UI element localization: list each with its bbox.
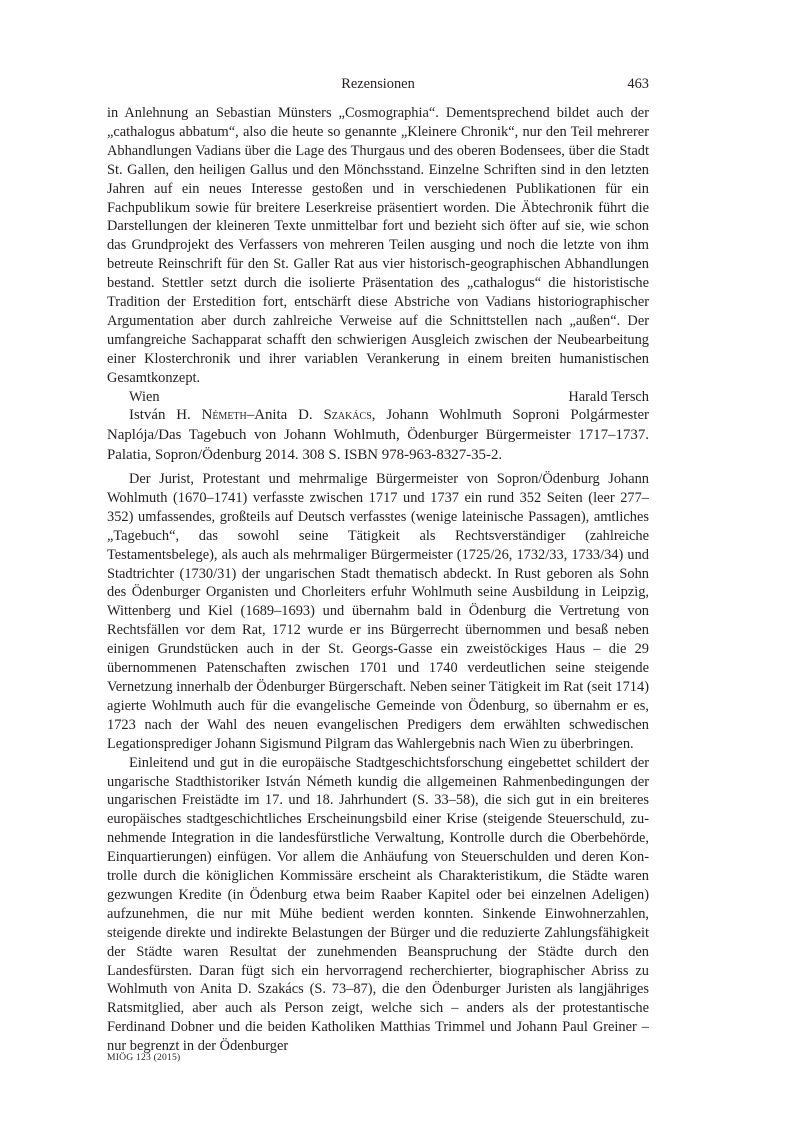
running-head [107,76,649,96]
review-1 [107,104,649,407]
running-title: Rezensionen [341,76,415,92]
signature-reviewer: Harald Tersch [568,388,649,405]
author-1-surname: Németh [201,407,247,423]
book-title-and-publication: , Johann Wohlmuth Soproni Polgármester Naplója/Das Tagebuch von Johann Wohlmuth, Ödenburger Bürgermeister 1717–1737. Palatia, Sopron/Ödenburg 2014. 308 S. ISBN 978-963-8327-35-2. [107,407,650,464]
review-2-paragraph-2: Einleitend und gut in die europäische Stadtgeschichtsforschung eingebettet schildert der ungarische Stadthistoriker István Németh kundig die allgemeinen Rahmenbedingungen der ungarischen Freistädte im 17. und 18. Jahrhundert (S. 33–58), die sich gut in ein breiteres europäisches stadtgeschichtliches Erscheinungsbild einer Krise (steigende Steuerschuld, zunehmende Integration in die landesfürstliche Verwaltung, Kontrolle durch die Oberbehörde, Einquartierungen) einfügen. Vor allem die Anhäufung von Steuerschulden und deren Kontrolle durch die königlichen Kommissäre erscheint als Charakteristikum, die Städte waren gezwungen Kredite (in Ödenburg etwa beim Raaber Kapitel oder bei einzelnen Adeligen) aufzunehmen, die nur mit Mühe bedient werden konnten. Sinkende Einwohnerzahlen, steigende direkte und indirekte Belastungen der Bürger und die reduzierte Zahlungsfähigkeit der Städte waren Resultat der zunehmenden Beanspruchung der Städte durch den Landesfürsten. Daran fügt sich ein hervorragend recherchierter, biographischer Abriss zu Wohlmuth von Anita D. Szakács (S. 73–87), die den Ödenburger Juristen als langjähriges Ratsmitglied, aber auch als Person zeigt, welche sich – anders als der protestantische Ferdinand Dobner und die beiden Katholiken Matthias Trimmel und Johann Paul Greiner – nur begrenzt in der Ödenburger [107,754,649,1055]
review-1-signature [107,388,649,407]
review-1-paragraph: in Anlehnung an Sebastian Münsters „Cosmographia“. Dementsprechend bildet auch der „cathalogus abbatum“, also die heute so genannte „Kleinere Chronik“, nur den Teil mehrerer Abhandlungen Vadians über die Lage des Thurgaus und des oberen Bodensees, über die Stadt St. Gallen, den heiligen Gallus und den Mönchsstand. Einzelne Schriften sind in den letzten Jahren auf ein neues Interesse gestoßen und in verschiedenen Publikationen für ein Fachpublikum sowie für breitere Leserkreise präsentiert worden. Die Äbtechronik führt die Darstellungen der kleineren Texte unmittelbar fort und bezieht sich öfter auf sie, wie schon das Grundprojekt des Verfassers von mehreren Teilen ausging und noch die letzte von ihm betreute Reinschrift für den St. Galler Rat aus vier historisch-geographischen Abhandlungen bestand. Stettler setzt durch die isolierte Präsentation des „cathalogus“ die historistische Tradition der Erstedition fort, entschärft diese Abstriche von Vadians historiographischer Argumentation aber durch zahlreiche Verweise auf die Schnittstellen nach „außen“. Der umfangreiche Sachapparat schafft den schwierigen Ausgleich zwischen der Neubearbeitung einer Klosterchronik und ihrer variablen Verankerung in einem breiten humanistischen Gesamtkonzept. [107,105,649,386]
signature-place: Wien [129,388,160,405]
journal-footer: MIÖG 123 (2015) [107,1052,181,1063]
review-2-paragraph-1: Der Jurist, Protestant und mehrmalige Bürgermeister von Sopron/Ödenburg Johann Wohlmuth (1670–1741) verfasste zwischen 1717 und 1737 ein rund 352 Seiten (leer 277–352) umfassendes, großteils auf Deutsch verfasstes (wenige lateinische Passagen), amtliches „Tagebuch“, das sowohl seine Tätigkeit als Rechtsverständiger (zahlreiche Testamentsbelege), als auch als mehrmaliger Bürgermeister (1725/26, 1732/33, 1733/34) und Stadtrichter (1730/31) der ungarischen Stadt thematisch abdeckt. In Rust geboren als Sohn des Ödenburger Organisten und Chorleiters erfuhr Wohlmuth seine Ausbildung in Leipzig, Wittenberg und Kiel (1689–1693) und übernahm bald in Ödenburg die Vertretung von Rechtsfällen vor dem Rat, 1712 wurde er ins Bürgerrecht übernommen und besaß neben einigen Grundstücken auch in der St. Georgs-Gasse ein zweistöckiges Haus – die 29 übernommenen Patenschaften zwischen 1701 und 1740 verdeutlichen seine steigende Vernetzung innerhalb der Ödenburger Bürgerschaft. Neben seiner Tätigkeit im Rat (seit 1714) agierte Wohlmuth auch für die evangelische Gemeinde von Ödenburg, so übernahm er es, 1723 nach der Wahl des neuen evangelischen Predigers dem erwählten schwedischen Legationsprediger Johann Sigismund Pilgram das Wahlergebnis nach Wien zu überbringen. [107,471,649,752]
page [107,0,649,1129]
review-2-heading [107,405,649,466]
author-2-surname: Szakács [323,407,372,423]
author-separator: –Anita D. [246,407,324,423]
page-number: 463 [627,76,649,92]
author-1-given: István H. [129,407,202,423]
review-2-body [107,470,649,1056]
